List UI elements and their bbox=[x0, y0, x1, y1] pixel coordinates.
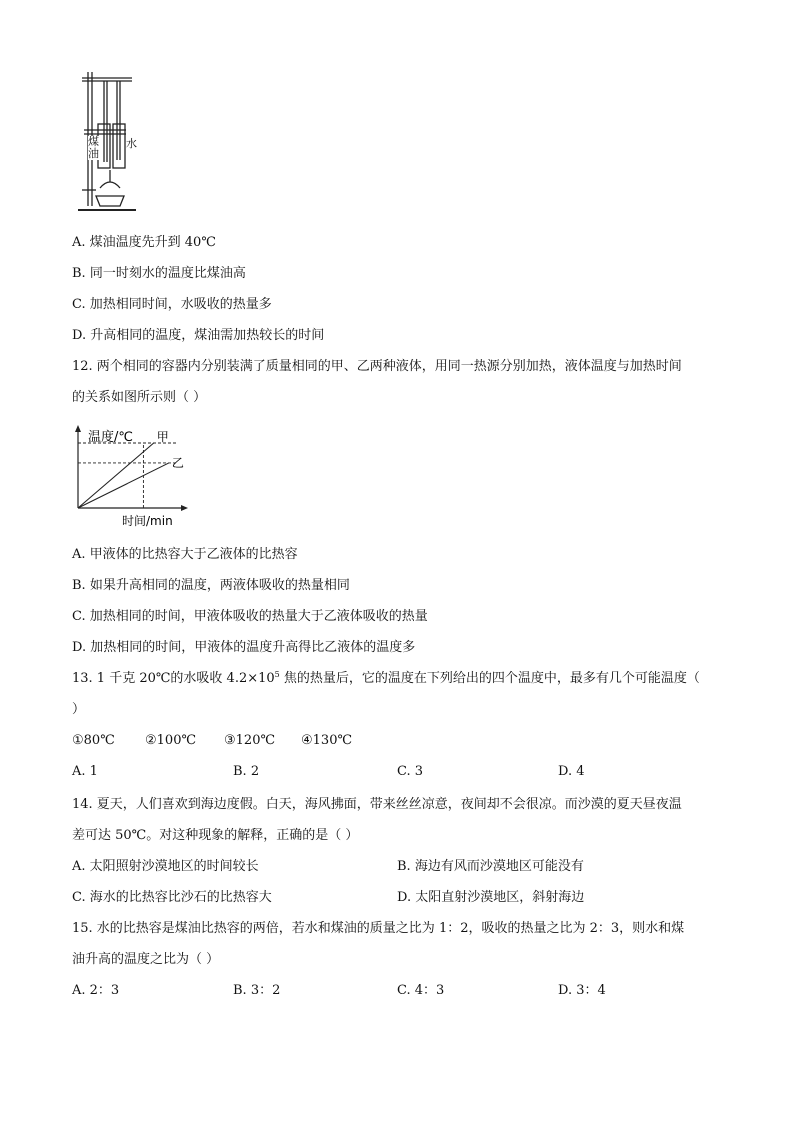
q11-option-d: D. 升高相同的温度，煤油需加热较长的时间 bbox=[72, 328, 325, 343]
q13-option-c: C. 3 bbox=[397, 764, 424, 779]
q15-option-a: A. 2：3 bbox=[72, 983, 120, 998]
q12-stem-line1: 12. 两个相同的容器内分别装满了质量相同的甲、乙两种液体，用同一热源分别加热，液体温度与加热时间 bbox=[72, 359, 682, 374]
y-axis-arrow bbox=[75, 425, 81, 432]
q12-option-a: A. 甲液体的比热容大于乙液体的比热容 bbox=[72, 547, 298, 562]
q14-stem-line2: 差可达 50℃。对这种现象的解释，正确的是（ ） bbox=[72, 828, 359, 843]
q15-option-b: B. 3：2 bbox=[233, 983, 281, 998]
q11-option-b: B. 同一时刻水的温度比煤油高 bbox=[72, 266, 246, 281]
q14-stem-line1: 14. 夏天，人们喜欢到海边度假。白天，海风拂面，带来丝丝凉意，夜间却不会很凉。而沙漠的夏天昼夜温 bbox=[72, 797, 682, 812]
x-axis-label: 时间/min bbox=[122, 514, 173, 528]
q14-option-c: C. 海水的比热容比沙石的比热容大 bbox=[72, 890, 272, 905]
q13-stem-post: 焦的热量后，它的温度在下列给出的四个温度中，最多有几个可能温度（ bbox=[279, 671, 700, 686]
q11-option-a: A. 煤油温度先升到 40℃ bbox=[72, 235, 216, 250]
series-label-1: 甲 bbox=[156, 430, 169, 444]
q14-option-a: A. 太阳照射沙漠地区的时间较长 bbox=[72, 859, 259, 874]
q14-option-b: B. 海边有风而沙漠地区可能没有 bbox=[397, 859, 584, 874]
q12-option-d: D. 加热相同的时间，甲液体的温度升高得比乙液体的温度多 bbox=[72, 640, 416, 655]
q11-option-c: C. 加热相同时间，水吸收的热量多 bbox=[72, 297, 272, 312]
series-label-2: 乙 bbox=[171, 455, 184, 470]
q13-choice-2: ②100℃ bbox=[145, 733, 197, 748]
q13-stem-pre: 13. 1 千克 20℃的水吸收 4.2×10 bbox=[72, 671, 275, 686]
q15-stem-line1: 15. 水的比热容是煤油比热容的两倍，若水和煤油的质量之比为 1：2，吸收的热量之比为 2：3，则水和煤 bbox=[72, 921, 685, 936]
y-axis-label: 温度/℃ bbox=[88, 430, 133, 445]
q13-choice-4: ④130℃ bbox=[301, 733, 353, 748]
q13-option-b: B. 2 bbox=[233, 764, 260, 779]
q12-stem-line2: 的关系如图所示则（ ） bbox=[72, 390, 207, 405]
q12-chart bbox=[66, 424, 196, 530]
q15-option-c: C. 4：3 bbox=[397, 983, 445, 998]
q13-stem-line2: ） bbox=[72, 702, 86, 717]
label-kerosene: 煤油 bbox=[88, 135, 99, 160]
q13-stem-exponent: 5 bbox=[274, 670, 280, 679]
q12-chart-svg bbox=[66, 424, 196, 530]
q12-option-b: B. 如果升高相同的温度，两液体吸收的热量相同 bbox=[72, 578, 350, 593]
q15-option-d: D. 3：4 bbox=[558, 983, 606, 998]
q14-option-d: D. 太阳直射沙漠地区，斜射海边 bbox=[397, 890, 585, 905]
q15-stem-line2: 油升高的温度之比为（ ） bbox=[72, 952, 220, 967]
x-axis-arrow bbox=[181, 505, 188, 511]
q13-choice-3: ③120℃ bbox=[224, 733, 276, 748]
label-water: 水 bbox=[126, 137, 137, 150]
apparatus-figure bbox=[74, 64, 146, 218]
q12-option-c: C. 加热相同的时间，甲液体吸收的热量大于乙液体吸收的热量 bbox=[72, 609, 428, 624]
q13-choice-1: ①80℃ bbox=[72, 733, 115, 748]
q13-stem-line1 bbox=[72, 670, 700, 688]
q13-option-a: A. 1 bbox=[72, 764, 98, 779]
q13-option-d: D. 4 bbox=[558, 764, 585, 779]
